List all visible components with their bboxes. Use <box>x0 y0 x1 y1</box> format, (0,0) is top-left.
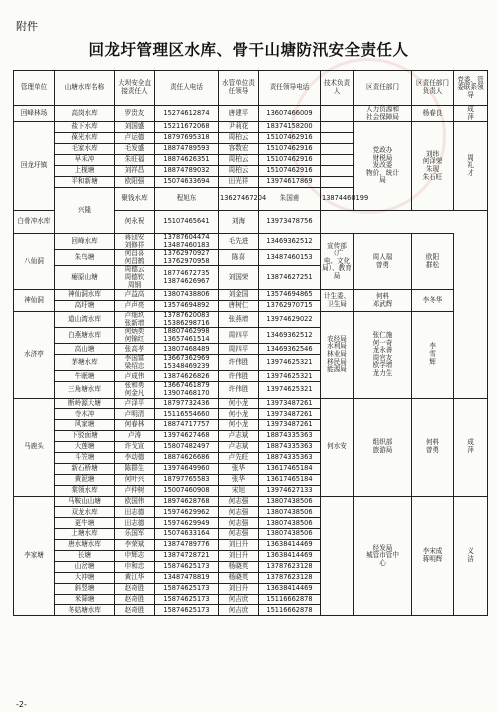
cell-party-leader: 义 洁 <box>454 496 488 616</box>
cell-direct-responsible: 何永祝 <box>115 210 155 233</box>
page-number: -2- <box>16 700 27 709</box>
cell-leader: 田光祥 <box>219 176 259 187</box>
cell-phone: 13974649960 <box>155 463 219 474</box>
cell-direct-responsible: 刘祥昌 <box>115 165 155 176</box>
cell-phone: 18874789032 <box>155 165 219 176</box>
cell-leader: 刘海 <box>219 210 259 233</box>
cell-reservoir: 盐下水库 <box>55 122 115 133</box>
cell-tech <box>321 133 354 144</box>
cell-phone: 18874626351 <box>155 154 219 165</box>
cell-leader: 周四平 <box>219 344 259 355</box>
cell-phone: 13487478819 <box>155 572 219 583</box>
cell-tech <box>321 165 354 176</box>
header-tech: 技术负责人 <box>321 71 354 106</box>
cell-direct-responsible: 李国富 梁绍忠 <box>115 355 155 371</box>
cell-reservoir: 新石桥塘 <box>55 463 115 474</box>
cell-direct-responsible: 卢成伟 <box>115 371 155 382</box>
cell-reservoir: 葆光水库 <box>55 133 115 144</box>
cell-reservoir: 瘿原山塘 <box>55 266 115 290</box>
cell-reservoir: 毛家水库 <box>55 143 115 154</box>
cell-phone: 13762970927 13762970958 <box>155 250 219 266</box>
cell-phone: 13874789776 <box>155 540 219 551</box>
cell-leader-phone: 13787623128 <box>259 572 321 583</box>
cell-reservoir: 冬姑塘水库 <box>55 605 115 616</box>
cell-leader-phone: 13974625321 <box>259 355 321 371</box>
cell-unit: 兴隆 <box>55 187 115 234</box>
cell-leader-phone: 13974629022 <box>259 312 321 328</box>
cell-reservoir: 白骨冲水库 <box>14 210 55 233</box>
cell-phone: 15074633694 <box>155 176 219 187</box>
cell-reservoir: 朱鸟塘 <box>55 250 115 266</box>
cell-unit: 李家塘 <box>14 496 55 616</box>
cell-leader-phone: 18374158200 <box>259 122 321 133</box>
cell-phone: 15974629962 <box>155 507 219 518</box>
table-row <box>14 234 488 250</box>
cell-leader-phone: 13973487261 <box>259 409 321 420</box>
cell-reservoir: 斗笠塘 <box>55 453 115 464</box>
cell-phone: 18807462998 13657461514 <box>155 328 219 344</box>
cell-reservoir: 牛眠塘 <box>55 371 115 382</box>
cell-tech: 何水安 <box>321 398 354 496</box>
cell-leader: 许伟胜 <box>219 371 259 382</box>
cell-dept-head: 李宋成 蒋明辉 <box>412 496 454 616</box>
cell-leader: 何小龙 <box>219 409 259 420</box>
cell-leader: 刘金国 <box>219 290 259 301</box>
cell-unit: 八仙洞 <box>14 234 55 290</box>
cell-phone: 18797765583 <box>155 474 219 485</box>
cell-direct-responsible: 赵奇胜 <box>115 605 155 616</box>
cell-phone: 13974627468 <box>155 431 219 442</box>
cell-leader-phone: 13607466009 <box>259 106 321 122</box>
cell-direct-responsible: 申辉志 <box>115 551 155 562</box>
cell-direct-responsible: 程旭东 <box>155 187 219 210</box>
cell-phone: 15116554660 <box>155 409 219 420</box>
cell-phone: 13574694892 <box>155 301 219 312</box>
cell-tech <box>321 154 354 165</box>
cell-dept-head: 刘纬 何泽荣 朱现 朱石旺 <box>412 122 454 211</box>
cell-direct-responsible: 卢泽平 <box>115 398 155 409</box>
cell-leader-phone: 13874627251 <box>259 266 321 290</box>
cell-leader: 张华 <box>219 463 259 474</box>
cell-leader-phone: 13638414469 <box>259 551 321 562</box>
cell-direct-responsible: 卢声亮 <box>115 301 155 312</box>
cell-leader: 宋旭 <box>219 485 259 496</box>
cell-leader-phone: 13487460153 <box>259 250 321 266</box>
cell-leader-phone: 13807438506 <box>259 507 321 518</box>
cell-direct-responsible: 毛发盛 <box>115 143 155 154</box>
cell-leader-phone: 13974627133 <box>259 485 321 496</box>
cell-direct-responsible: 何叶兴 <box>115 474 155 485</box>
cell-leader: 刘日升 <box>219 540 259 551</box>
cell-reservoir: 唐水塘水库 <box>55 540 115 551</box>
cell-direct-responsible: 罗贵友 <box>115 106 155 122</box>
cell-phone: 18874789593 <box>155 143 219 154</box>
cell-party-leader: 欧阳 群松 <box>412 234 454 290</box>
header-reservoir: 山塘水库名称 <box>55 71 115 106</box>
cell-reservoir: 早禾冲 <box>55 154 115 165</box>
cell-direct-responsible: 田志德 <box>115 518 155 529</box>
cell-party-leader: 成 萍 <box>454 398 488 496</box>
cell-dept: 计生委、 卫生局 <box>321 290 354 312</box>
cell-phone: 18874626686 <box>155 453 219 464</box>
cell-leader-phone: 15116662878 <box>259 594 321 605</box>
header-direct-responsible: 大坝安全直接责任人 <box>115 71 155 106</box>
cell-reservoir: 大莲塘 <box>55 442 115 453</box>
cell-direct-responsible: 何昌喜 何昌鹤 <box>115 250 155 266</box>
cell-direct-responsible: 朱旺福 <box>115 154 155 165</box>
cell-leader: 卢先旺 <box>219 453 259 464</box>
cell-reservoir: 米筛塘 <box>55 594 115 605</box>
cell-reservoir: 神仙洞水库 <box>55 290 115 301</box>
cell-direct-responsible: 田志德 <box>115 507 155 518</box>
cell-dept: 农经局 水利局 林业局 移民局 能源局 <box>321 312 354 399</box>
cell-party-leader: 李冬华 <box>412 290 454 312</box>
cell-leader-phone: 15107462916 <box>259 154 321 165</box>
cell-leader: 何志强 <box>219 518 259 529</box>
header-dept-head: 区责任部门负责人 <box>412 71 454 106</box>
cell-direct-responsible: 李荣斌 <box>115 540 155 551</box>
cell-leader-phone: 18874335363 <box>259 453 321 464</box>
cell-dept: 宣传部（广 电、文化 局）、教育 局 <box>321 234 354 290</box>
cell-phone: 15874625173 <box>155 605 219 616</box>
cell-leader-phone: 13974625321 <box>259 382 321 398</box>
cell-dept-head: 杨春良 <box>412 106 454 122</box>
page-title: 回龙圩管理区水库、骨干山塘防汛安全责任人 <box>88 41 409 59</box>
table-row <box>14 122 488 133</box>
cell-phone: 13667461879 13907468170 <box>155 382 219 398</box>
cell-leader-phone: 18874335363 <box>259 431 321 442</box>
cell-direct-responsible: 卢涛 <box>115 431 155 442</box>
cell-phone: 15074633164 <box>155 529 219 540</box>
cell-phone: 15807482497 <box>155 442 219 453</box>
cell-leader-phone: 13617465184 <box>259 474 321 485</box>
cell-unit: 回龙圩镇 <box>14 122 55 211</box>
cell-leader: 卢志斌 <box>219 431 259 442</box>
cell-phone: 18797732436 <box>155 398 219 409</box>
cell-dept-head: 张仁施 何一奇 龙永善 周官友 欧学增 龙力生 <box>354 312 412 399</box>
cell-direct-responsible: 欧阳强 <box>115 176 155 187</box>
cell-phone: 13787620083 15386298716 <box>155 312 219 328</box>
cell-leader-phone: 15107462916 <box>259 143 321 154</box>
cell-leader-phone: 15107462916 <box>259 133 321 144</box>
cell-phone: 15874625173 <box>155 594 219 605</box>
cell-reservoir: 白燕塘水库 <box>55 328 115 344</box>
cell-phone: 15874625173 <box>155 561 219 572</box>
cell-phone: 15974629949 <box>155 518 219 529</box>
cell-leader-phone: 13807438506 <box>259 529 321 540</box>
cell-leader: 周柏云 <box>219 154 259 165</box>
cell-reservoir: 回峰水库 <box>55 234 115 250</box>
cell-reservoir: 高山塘 <box>55 344 115 355</box>
cell-dept: 人力资源和 社会保障局 <box>354 106 412 122</box>
cell-direct-responsible: 李动德 <box>115 453 155 464</box>
cell-direct-responsible: 卢细玖 张新增 <box>115 312 155 328</box>
cell-reservoir: 长塘 <box>55 551 115 562</box>
cell-direct-responsible: 张高孝 <box>115 344 155 355</box>
cell-phone: 15107465641 <box>155 210 219 233</box>
cell-direct-responsible: 卢运德 <box>115 133 155 144</box>
cell-leader: 何小龙 <box>219 398 259 409</box>
cell-phone: 13874728721 <box>155 551 219 562</box>
cell-direct-responsible: 何春林 <box>115 420 155 431</box>
cell-reservoir: 下驳面塘 <box>55 431 115 442</box>
cell-phone: 13787604474 13487460183 <box>155 234 219 250</box>
cell-tech <box>321 496 354 616</box>
cell-phone: 15274612874 <box>155 106 219 122</box>
cell-leader-phone: 13807438506 <box>259 518 321 529</box>
cell-reservoir: 上枧塘 <box>55 165 115 176</box>
cell-leader: 陈喜 <box>219 250 259 266</box>
cell-direct-responsible: 许戈宣 <box>115 442 155 453</box>
cell-reservoir: 道山湾水库 <box>55 312 115 328</box>
cell-reservoir: 茅塘水库 <box>55 355 115 371</box>
cell-dept-head: 何料 曾勇 <box>412 398 454 496</box>
cell-leader-phone: 13874460199 <box>321 187 354 210</box>
cell-phone: 15874625173 <box>155 583 219 594</box>
cell-phone: 13874626826 <box>155 371 219 382</box>
cell-reservoir: 斜竖塘 <box>55 583 115 594</box>
cell-leader: 刘日升 <box>219 551 259 562</box>
cell-leader-phone: 13469362512 <box>259 328 321 344</box>
cell-direct-responsible: 陈群生 <box>115 463 155 474</box>
cell-leader: 杨晓英 <box>219 561 259 572</box>
header-party-leader: 党委、管委联系领导 <box>454 71 488 106</box>
cell-reservoir: 聚钱水库 <box>115 187 155 210</box>
cell-leader: 张华 <box>219 474 259 485</box>
cell-direct-responsible: 卢明清 <box>115 409 155 420</box>
cell-direct-responsible: 欧国伟 <box>115 496 155 507</box>
cell-party-leader: 李 雪 辉 <box>412 312 454 399</box>
cell-dept-head: 周人瑞 曾勇 <box>354 234 412 290</box>
cell-direct-responsible: 蒋団安 刘修祥 <box>115 234 155 250</box>
cell-leader: 刘国荣 <box>219 266 259 290</box>
table-row <box>14 496 488 507</box>
header-unit: 管理单位 <box>14 71 55 106</box>
cell-reservoir: 寺木冲 <box>55 409 115 420</box>
cell-leader: 许伟胜 <box>219 355 259 371</box>
cell-tech <box>321 106 354 122</box>
cell-reservoir: 马鞍山山塘 <box>55 496 115 507</box>
cell-leader: 许伟胜 <box>219 382 259 398</box>
cell-unit: 马鹿头 <box>14 398 55 496</box>
cell-leader-phone: 13469362512 <box>259 234 321 250</box>
cell-reservoir: 平和新塘 <box>55 176 115 187</box>
cell-leader: 毛先进 <box>219 234 259 250</box>
cell-leader: 何小龙 <box>219 420 259 431</box>
cell-phone: 18874717757 <box>155 420 219 431</box>
cell-leader-phone: 13469362546 <box>259 344 321 355</box>
cell-phone: 15007460908 <box>155 485 219 496</box>
cell-unit: 水济亭 <box>14 312 55 399</box>
header-phone: 责任人电话 <box>155 71 219 106</box>
cell-unit: 回峰林场 <box>14 106 55 122</box>
cell-direct-responsible: 周德云 周德钦 周钢 <box>115 266 155 290</box>
cell-phone: 13807468489 <box>155 344 219 355</box>
cell-leader-phone: 13762970715 <box>259 301 321 312</box>
cell-reservoir: 三角塘水库 <box>55 382 115 398</box>
cell-direct-responsible: 卢益高 <box>115 290 155 301</box>
cell-leader: 卢志斌 <box>219 442 259 453</box>
cell-unit: 神仙洞 <box>14 290 55 312</box>
cell-tech <box>321 143 354 154</box>
cell-leader: 唐树仁 <box>219 301 259 312</box>
cell-leader: 张燕增 <box>219 312 259 328</box>
cell-phone: 13667362969 15348469239 <box>155 355 219 371</box>
cell-dept: 组织部 旅游局 <box>354 398 412 496</box>
cell-direct-responsible: 何炳奕 何锦红 <box>115 328 155 344</box>
cell-party-leader: 成 萍 <box>454 106 488 122</box>
cell-dept-head: 何料 邓武辉 <box>354 290 412 312</box>
attachment-label: 附件 <box>16 20 38 33</box>
cell-leader-phone: 13807438506 <box>259 496 321 507</box>
cell-leader: 杨晓英 <box>219 572 259 583</box>
cell-direct-responsible: 赵奇胜 <box>115 594 155 605</box>
responsibility-table <box>13 70 488 616</box>
cell-reservoir: 断岭源大塘 <box>55 398 115 409</box>
cell-leader-phone: 18874335363 <box>259 442 321 453</box>
cell-direct-responsible: 张和勇 何金凡 <box>115 382 155 398</box>
cell-reservoir: 高圩塘 <box>55 301 115 312</box>
cell-leader: 何志强 <box>219 507 259 518</box>
header-leader-phone: 责任领导电话 <box>259 71 321 106</box>
cell-phone: 13807438806 <box>155 290 219 301</box>
cell-leader-phone: 13973487261 <box>259 420 321 431</box>
cell-phone: 15211672068 <box>155 122 219 133</box>
cell-direct-responsible: 赵奇胜 <box>115 583 155 594</box>
cell-phone: 18774672735 13874626967 <box>155 266 219 290</box>
header-dept: 区责任部门 <box>354 71 412 106</box>
cell-leader-phone: 13638414469 <box>259 583 321 594</box>
cell-leader-phone: 15107462916 <box>259 165 321 176</box>
cell-leader-phone: 13974625321 <box>259 371 321 382</box>
cell-party-leader: 周 礼 才 <box>454 122 488 211</box>
cell-leader-phone: 13973487261 <box>259 398 321 409</box>
table-header-row <box>14 71 488 106</box>
cell-leader: 何志强 <box>219 496 259 507</box>
cell-tech <box>321 176 354 187</box>
cell-leader: 周四平 <box>219 328 259 344</box>
cell-direct-responsible: 刘国盛 <box>115 122 155 133</box>
cell-reservoir: 大冲塘 <box>55 572 115 583</box>
cell-reservoir: 双龙水库 <box>55 507 115 518</box>
cell-leader: 朱国甫 <box>259 187 321 210</box>
header-leader: 水管单位责任领导 <box>219 71 259 106</box>
table-row <box>14 290 488 301</box>
cell-reservoir: 更牛塘 <box>55 518 115 529</box>
cell-leader: 何吉庶 <box>219 594 259 605</box>
cell-leader-phone: 13973478756 <box>259 210 321 233</box>
cell-leader-phone: 15116662878 <box>259 605 321 616</box>
table-row <box>14 106 488 122</box>
table-row <box>14 398 488 409</box>
cell-leader: 何志强 <box>219 529 259 540</box>
cell-reservoir: 山岔塘 <box>55 561 115 572</box>
cell-direct-responsible: 黄江华 <box>115 572 155 583</box>
cell-reservoir: 上塘水库 <box>55 529 115 540</box>
cell-leader: 唐建平 <box>219 106 259 122</box>
cell-leader-phone: 13787623128 <box>259 561 321 572</box>
cell-phone: 18797695318 <box>155 133 219 144</box>
cell-direct-responsible: 卢仲树 <box>115 485 155 496</box>
cell-direct-responsible: 申和忠 <box>115 561 155 572</box>
cell-reservoir: 高岗水库 <box>55 106 115 122</box>
table-row <box>14 312 488 328</box>
cell-leader: 何吉庶 <box>219 605 259 616</box>
cell-reservoir: 棠领水库 <box>55 485 115 496</box>
cell-leader-phone: 13638414469 <box>259 540 321 551</box>
cell-leader: 尹莉花 <box>219 122 259 133</box>
cell-leader-phone: 13974617869 <box>259 176 321 187</box>
cell-reservoir: 风家塘 <box>55 420 115 431</box>
cell-leader: 周柏云 <box>219 133 259 144</box>
cell-leader-phone: 13617465184 <box>259 463 321 474</box>
cell-leader: 周柏云 <box>219 165 259 176</box>
cell-dept: 经发局 城管市管中 心 <box>354 496 412 616</box>
cell-dept: 党政办 财税局 发改委 物价、统计 局 <box>354 122 412 211</box>
cell-leader: 容数宏 <box>219 143 259 154</box>
cell-phone: 13627467204 <box>219 187 259 210</box>
cell-phone: 18974628768 <box>155 496 219 507</box>
cell-leader-phone: 13574694865 <box>259 290 321 301</box>
cell-reservoir: 黄泥塘 <box>55 474 115 485</box>
cell-tech <box>321 122 354 133</box>
cell-leader: 刘日升 <box>219 583 259 594</box>
cell-direct-responsible: 乐国军 <box>115 529 155 540</box>
